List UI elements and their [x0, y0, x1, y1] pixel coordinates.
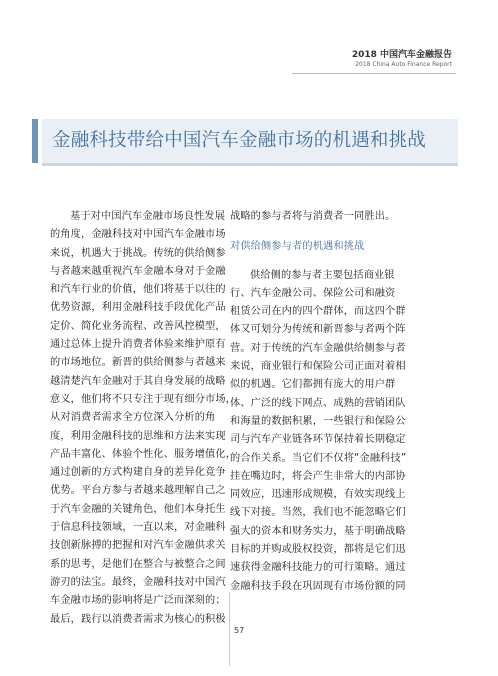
text-line: 体、广泛的线下网点、成熟的营销团队 — [230, 397, 406, 409]
text-line: 与者越来越重视汽车金融本身对于金融 — [50, 265, 226, 277]
page-number: 57 — [234, 626, 245, 635]
text-line: 从对消费者需求全方位深入分析的角 — [50, 412, 216, 424]
text-line: 似的机遇。它们都拥有庞大的用户群 — [230, 379, 396, 391]
page-title: 金融科技带给中国汽车金融市场的机遇和挑战 — [52, 130, 427, 151]
text-line: 和海量的数据积累，一些银行和保险公 — [230, 415, 406, 427]
text-line: 车金融市场的影响将是广泛而深刻的； — [50, 595, 226, 607]
right-column — [230, 208, 456, 596]
text-line: 通过创新的方式构建自身的差异化竞争 — [50, 467, 226, 479]
text-line: 定价、简化业务流程、改善风控模型， — [50, 320, 226, 332]
text-line: 度，利用金融科技的思维和方法来实现 — [50, 430, 226, 442]
text-line: 目标的并购或股权投资，都将是它们迅 — [230, 544, 406, 556]
text-line: 挂在嘴边时，将会产生非常大的内部协 — [230, 470, 406, 482]
report-subtitle: 2018 China Auto Finance Report — [355, 61, 452, 68]
text-line: 的角度，金融科技对中国汽车金融市场 — [50, 229, 226, 241]
text-line: 通过总体上提升消费者体验来维护原有 — [50, 339, 226, 351]
text-line: 于汽车金融的关键角色，他们本身托生 — [50, 503, 226, 515]
report-header — [352, 50, 452, 69]
text-line: 的市场地位。新晋的供给侧参与者越来 — [50, 357, 226, 369]
footer-divider — [229, 592, 230, 666]
title-band-shadow — [42, 163, 458, 166]
title-accent-stripe — [32, 119, 38, 163]
text-line: 优势。平台方参与者越来越理解自己之 — [50, 485, 226, 497]
text-line: 司与汽车产业链各环节保持着长期稳定 — [230, 434, 406, 446]
text-line: 最后，践行以消费者需求为核心的积极 — [50, 613, 226, 625]
report-title: 2018 中国汽车金融报告 — [351, 50, 452, 60]
text-line: 越清楚汽车金融对于其自身发展的战略 — [50, 375, 226, 387]
text-line: 产品丰富化、体验个性化、服务增值化， — [50, 448, 237, 460]
text-line: 的合作关系。当它们不仅将“金融科技” — [230, 452, 407, 464]
text-line: 强大的资本和财务实力，基于明确战略 — [230, 525, 406, 537]
text-line: 行、汽车金融公司、保险公司和融资 — [230, 287, 396, 299]
left-column — [50, 208, 237, 629]
text-line: 优势资源，利用金融科技手段优化产品 — [50, 302, 226, 314]
text-line: 同效应，迅速形成规模，有效实现线上 — [230, 489, 406, 501]
section-heading: 对供给侧参与者的机遇和挑战 — [230, 241, 365, 253]
text-line: 来说，机遇大于挑战。传统的供给侧参 — [50, 247, 226, 259]
text-line: 租赁公司在内的四个群体，而这四个群 — [230, 306, 406, 318]
text-line: 来说，商业银行和保险公司正面对着相 — [230, 361, 406, 373]
header-divider — [292, 73, 456, 74]
text-line: 线下对接。当然，我们也不能忽略它们 — [230, 507, 406, 519]
text-line: 游刃的法宝。最终，金融科技对中国汽 — [50, 576, 226, 588]
text-line: 速获得金融科技能力的可行策略。通过 — [230, 562, 406, 574]
text-line: 体又可划分为传统和新晋参与者两个阵 — [230, 324, 406, 336]
text-line: 系的思考，是他们在整合与被整合之间 — [50, 558, 226, 570]
text-line: 金融科技手段在巩固现有市场份额的同 — [230, 580, 406, 592]
text-line: 意义，他们将不只专注于现有细分市场， — [50, 393, 237, 405]
text-line: 营。对于传统的汽车金融供给侧参与者 — [230, 342, 406, 354]
text-line: 技创新脉搏的把握和对汽车金融供求关 — [50, 540, 226, 552]
text-line: 战略的参与者将与消费者一同胜出。 — [230, 211, 396, 222]
text-line: 于信息科技领域，一直以来，对金融科 — [50, 522, 226, 534]
text-line: 供给侧的参与者主要包括商业银 — [250, 269, 395, 281]
text-line: 和汽车行业的价值，他们将基于以往的 — [50, 284, 226, 296]
text-line: 基于对中国汽车金融市场良性发展 — [70, 211, 226, 222]
